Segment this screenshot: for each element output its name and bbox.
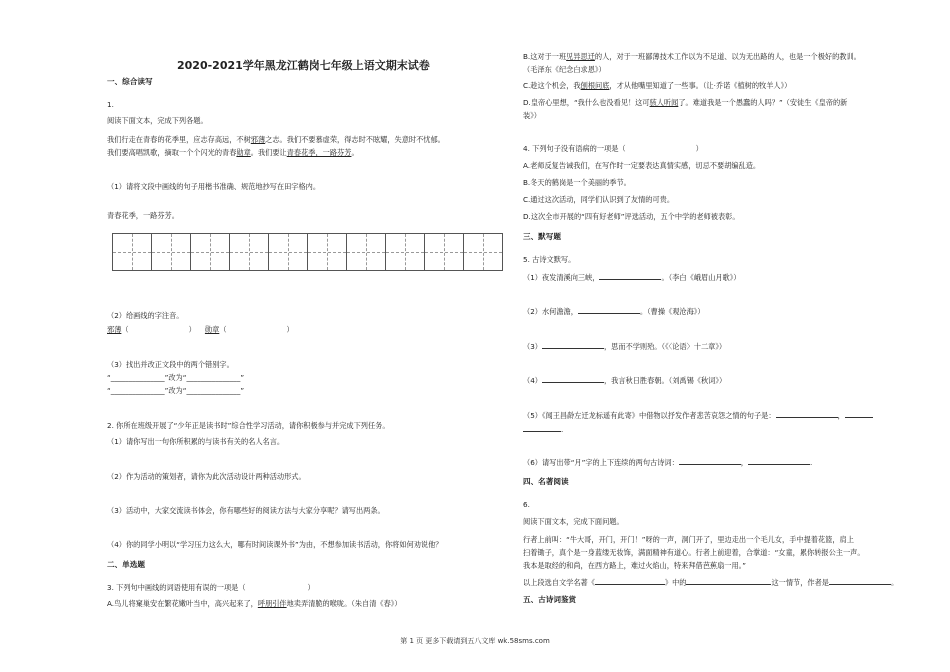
novel-question: [523, 577, 898, 588]
option-c: C.通过这次活动，同学们认识到了友情的可贵。: [523, 195, 675, 204]
underlined-phrase: 青春花季，一路芬芳: [286, 148, 352, 157]
text: 我们要高唱凯歌，摘取一个个闪光的青春: [107, 148, 237, 157]
text: 3. 下列句中画线的词语使用有误的一项是（: [107, 583, 246, 592]
fill-blank-4: [523, 375, 726, 386]
correction-line[interactable]: “_______________”改为“_______________”: [107, 386, 245, 395]
underlined-word: 邪薄: [250, 135, 266, 144]
grid-cell[interactable]: [307, 233, 347, 271]
correction-line[interactable]: “_______________”改为“_______________”: [107, 373, 245, 382]
answer-blank[interactable]: [523, 424, 561, 432]
text: 。（李白《峨眉山月歌》）: [661, 273, 741, 282]
answer-blank[interactable]: [686, 577, 771, 585]
fill-blank-5: [523, 410, 873, 421]
fill-blank-3: [523, 341, 726, 352]
text: ）: [307, 583, 315, 592]
grid-cell[interactable]: [463, 233, 503, 271]
answer-blank[interactable]: [679, 457, 741, 465]
grid-cell[interactable]: [190, 233, 230, 271]
text: 。（曹操《观沧海》）: [639, 307, 705, 316]
question: [523, 144, 703, 154]
underlined-word: 邪薄: [107, 325, 122, 334]
subquestion: （4）你的同学小明以“学习压力这么大，哪有时间读课外书”为由，不想参加读书活动，你将如何劝说他？: [107, 540, 443, 549]
page-title: 2020-2021学年黑龙江鹤岗七年级上语文期末试卷: [177, 59, 430, 72]
option-d-source: 装》）: [523, 111, 541, 120]
text: 4. 下列句子没有语病的一项是（: [523, 144, 626, 153]
text: ，我言秋日胜春朝。（刘禹锡《秋词》）: [603, 376, 727, 385]
text: A.鸟儿将窠巢安在繁花嫩叶当中，高兴起来了，: [107, 599, 258, 608]
answer-blank[interactable]: [829, 577, 891, 585]
option-d: [523, 98, 847, 108]
fill-blank-1: [523, 272, 741, 283]
text: （6）请写出带“月”字的上下连续的两句古诗词：: [523, 458, 679, 467]
text: 这一情节，作者是: [771, 578, 829, 587]
text: 。我们要让: [250, 148, 287, 157]
reading-instruction: 阅读下面文本，完成下面问题。: [523, 517, 624, 526]
grid-cell[interactable]: [346, 233, 386, 271]
section-heading: 二、单选题: [107, 560, 145, 569]
fill-blank-5-cont: .: [523, 424, 563, 435]
text: ，思而不学则殆。（《〈论语〉十二章》）: [603, 342, 727, 351]
grid-cell[interactable]: [112, 233, 152, 271]
section-heading: 三、默写题: [523, 232, 561, 241]
question: 2. 你所在班级开展了“少年正是读书时”综合性学习活动，请你积极参与并完成下列任务。: [107, 421, 390, 430]
fill-blank-6: （6）请写出带“月”字的上下连续的两句古诗词： ， .: [523, 458, 813, 467]
question: 5. 古诗文默写。: [523, 255, 576, 264]
text: （5）《闻王昌龄左迁龙标遥有此寄》中借物以抒发作者悲苦哀怨之情的句子是：: [523, 411, 776, 420]
text: （1）夜发清溪向三峡，: [523, 273, 600, 282]
text: ，: [740, 458, 748, 467]
text: ，: [837, 411, 845, 420]
section-heading: 一、综合读写: [107, 77, 153, 86]
option-b-source: （毛泽东《纪念白求恩》）: [523, 65, 606, 74]
underlined-word: 呼朋引伴: [257, 599, 287, 608]
subquestion: （3）找出并改正文段中的两个错别字。: [107, 360, 234, 369]
answer-blank[interactable]: [578, 306, 640, 314]
subquestion: （2）给画线的字注音。: [107, 311, 184, 320]
page-footer: 第 1 页 更多下载请到五八文库 wk.58sms.com: [400, 637, 550, 645]
answer-blank[interactable]: [776, 410, 838, 418]
text: 。: [351, 148, 359, 157]
answer-blank[interactable]: [542, 341, 604, 349]
text: 》中的: [664, 578, 687, 587]
fill-blank-2: [523, 306, 705, 317]
underlined-word: 勋章: [236, 148, 251, 157]
grid-cell[interactable]: [151, 233, 191, 271]
text: （3）: [523, 342, 542, 351]
subquestion: （3）活动中，大家交流读书体会，你有哪些好的阅读方法与大家分享呢？请写出两条。: [107, 506, 385, 515]
answer-blank[interactable]: [595, 577, 665, 585]
passage-line: 我本是取经的和尚，在西方路上，难过火焰山，特来拜借芭蕉扇一用。”: [523, 561, 746, 570]
passage-line: [107, 135, 445, 145]
passage-line: [107, 148, 359, 158]
text: 之志。我们不要慕虚荣，得志时不眩耀，失意时不忧郁。: [265, 135, 445, 144]
section-heading: 五、古诗词鉴赏: [523, 595, 577, 604]
subquestion: （2）作为活动的策划者，请你为此次活动设计两种活动形式。: [107, 472, 306, 481]
text: 了。难道我是一个愚蠢的人吗？”（安徒生《皇帝的新: [678, 98, 848, 107]
pinyin-answer-line: 邪薄（ ） 勋章（ ）: [107, 325, 294, 334]
underlined-word: 骇人听闻: [649, 98, 679, 107]
reading-instruction: 阅读下面文本，完成下列各题。: [107, 116, 208, 125]
option-b: [523, 52, 861, 62]
option-d: D.这次全市开展的“四有好老师”评选活动，五个中学的老师被表彰。: [523, 212, 740, 221]
answer-blank[interactable]: [845, 410, 873, 418]
grid-cell[interactable]: [229, 233, 269, 271]
text: （2）水何澹澹，: [523, 307, 578, 316]
question: [107, 583, 315, 593]
passage-line: 行者上前叫：“牛大哥，开门，开门！”呀的一声，洞门开了，里边走出一个毛儿女，手中提着花篮，肩上: [523, 535, 854, 544]
text: B.这对于一班: [523, 52, 567, 61]
text: ）: [695, 144, 703, 153]
text: 的人，对于一班鄙薄技术工作以为不足道、以为无出路的人，也是一个极好的教训。: [594, 52, 861, 61]
subquestion: （1）请你写出一句你所积累的与读书有关的名人名言。: [107, 437, 285, 446]
text: 我们行走在青春的花季里，应志存高远，不树: [107, 135, 251, 144]
text: 地卖弄清脆的喉咙。（朱自清《春》）: [286, 599, 402, 608]
answer-blank[interactable]: [599, 272, 661, 280]
question-number: 6.: [523, 500, 530, 509]
answer-blank[interactable]: [542, 375, 604, 383]
option-a: [107, 599, 402, 609]
underlined-word: 刨根问底: [580, 81, 610, 90]
grid-cell[interactable]: [424, 233, 464, 271]
grid-cell[interactable]: [268, 233, 308, 271]
subquestion: （1）请将文段中画线的句子用楷书准确、规范地抄写在田字格内。: [107, 182, 321, 191]
text: （4）: [523, 376, 542, 385]
copy-sentence: 青春花季，一路芬芳。: [107, 211, 179, 220]
option-b: B.冬天的鹤岗是一个美丽的季节。: [523, 178, 631, 187]
underlined-word: 勋章: [204, 325, 220, 334]
text: D.皇帝心里想，“我什么也没看见！这可: [523, 98, 650, 107]
grid-cell[interactable]: [385, 233, 425, 271]
text: C.趁这个机会，我: [523, 81, 581, 90]
question-number: 1.: [107, 100, 114, 109]
text: ，才从他嘴里知道了一些事。（让·乔诺《植树的牧羊人》）: [609, 81, 792, 90]
option-a: A.老师反复告诫我们，在写作时一定要表达真情实感，切忌不要胡编乱造。: [523, 161, 761, 170]
text: 以上段选自文学名著《: [523, 578, 595, 587]
section-heading: 四、名著阅读: [523, 477, 569, 486]
option-c: [523, 81, 791, 91]
passage-line: 扫着锄子，真个是一身蓝缕无妆饰，满面精神有道心。行者上前迎着，合掌道：“女童，累你转报公主一声。: [523, 548, 865, 557]
text: 。: [890, 578, 899, 587]
underlined-word: 见异思迁: [566, 52, 595, 61]
answer-blank[interactable]: [748, 457, 810, 465]
tianzige-grid[interactable]: [112, 233, 502, 271]
